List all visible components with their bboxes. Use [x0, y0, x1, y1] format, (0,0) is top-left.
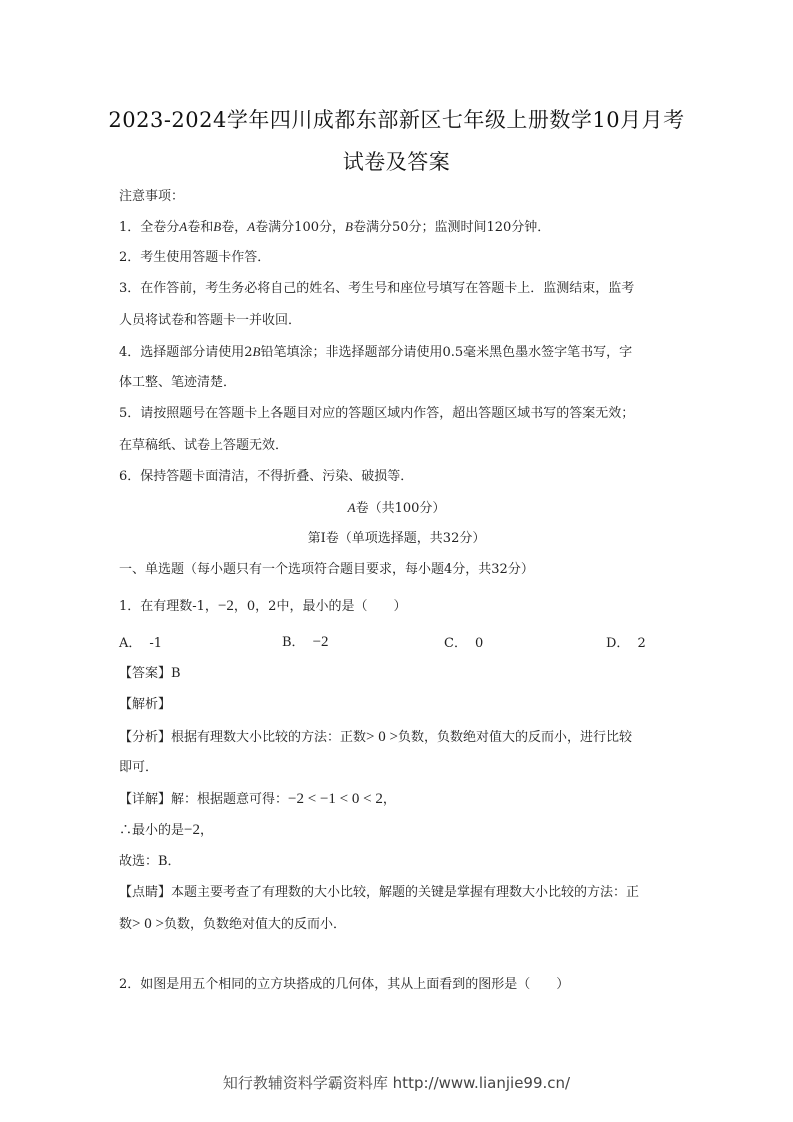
q1-option-c	[444, 635, 483, 653]
option-label: C．	[444, 636, 467, 651]
q1-dianjing-line1	[119, 884, 675, 902]
therefore-text: ∴最小的是	[119, 823, 185, 838]
section-a-text: 卷（共100分）	[355, 501, 446, 516]
note-2: 2．考生使用答题卡作答．	[119, 250, 271, 265]
q1-option-b	[282, 633, 329, 652]
note-1-var: A	[179, 219, 188, 234]
question-type-heading: 一、单选题（每小题只有一个选项符合题目要求，每小题4分，共32分）	[119, 562, 534, 577]
q1-option-d	[606, 635, 646, 653]
option-label: D．	[606, 636, 630, 651]
note-1-text: 卷和	[187, 220, 214, 235]
q1-fenxi-line1	[119, 728, 675, 747]
option-label: A．	[119, 636, 142, 651]
q1-option-a	[119, 635, 162, 653]
option-label: B．	[282, 635, 305, 650]
option-value: −2	[312, 634, 329, 650]
dianjing-text: 负数，负数绝对值大的反而小．	[163, 917, 346, 932]
question-2-stem: 2．如图是用五个相同的立方块搭成的几何体，其从上面看到的图形是（ ）	[119, 977, 570, 992]
dianjing-math: > 0 >	[132, 916, 164, 932]
therefore-text: ，	[199, 823, 213, 838]
xiangjie-text: ，	[382, 792, 396, 807]
xiangjie-text: 解：根据题意可得：	[171, 792, 289, 807]
note-1-text: 卷满分50分；监测时间120分钟．	[352, 220, 551, 235]
note-1-var: A	[247, 219, 256, 234]
q1-analysis-heading: 【解析】	[119, 697, 172, 712]
document-title-line1: 2023-2024学年四川成都东部新区七年级上册数学10月月考	[108, 108, 685, 132]
footer-watermark: 知行教辅资料学霸资料库 http://www.lianjie99.cn/	[222, 1074, 571, 1092]
q1-dianjing-line2	[119, 915, 675, 934]
note-6: 6．保持答题卡面清洁，不得折叠、污染、破损等．	[119, 469, 414, 484]
therefore-math: −2	[184, 822, 200, 838]
section-a-heading	[0, 499, 793, 518]
fenxi-tag: 【分析】	[119, 730, 172, 745]
xiangjie-math: −2 < −1 < 0 < 2	[288, 791, 383, 807]
part-1-heading: 第Ⅰ卷（单项选择题，共32分）	[307, 531, 486, 546]
note-1	[119, 218, 675, 237]
note-4-line2: 体工整、笔迹清楚．	[119, 375, 237, 390]
fenxi-text: 根据有理数大小比较的方法：正数	[171, 730, 367, 745]
note-1-text: 卷满分100分，	[255, 220, 345, 235]
fenxi-text: 负数，负数绝对值大的反而小，进行比较	[397, 730, 632, 745]
dianjing-text: 本题主要考查了有理数的大小比较，解题的关键是掌握有理数大小比较的方法：正	[171, 885, 640, 900]
note-3-line1: 3．在作答前，考生务必将自己的姓名、考生号和座位号填写在答题卡上．监测结束，监考	[119, 281, 635, 296]
note-4-var: B	[252, 344, 261, 359]
q1-answer: 【答案】B	[119, 666, 181, 681]
note-1-text: 1．全卷分	[119, 220, 180, 235]
q1-choose: 故选：B．	[119, 854, 181, 869]
question-1-stem	[119, 597, 675, 616]
note-4-text: 4．选择题部分请使用2	[119, 345, 253, 360]
note-4-text: 铅笔填涂；非选择题部分请使用0.5毫米黑色墨水签字笔书写，字	[260, 345, 633, 360]
note-4-line1	[119, 343, 675, 362]
q1-stem-text: 1．在有理数-1，	[119, 599, 218, 614]
notes-heading: 注意事项：	[119, 189, 185, 204]
xiangjie-tag: 【详解】	[119, 792, 172, 807]
note-1-text: 卷，	[221, 220, 248, 235]
note-5-line1: 5．请按照题号在答题卡上各题目对应的答题区域内作答，超出答题区域书写的答案无效；	[119, 406, 635, 421]
q1-stem-math: −2	[217, 598, 234, 614]
option-value: -1	[149, 636, 163, 651]
fenxi-math: > 0 >	[366, 729, 398, 745]
q1-stem-text: ，0，2中，最小的是（ ）	[233, 599, 407, 614]
option-value: 2	[637, 636, 646, 651]
q1-xiangjie	[119, 790, 675, 809]
document-title-line2: 试卷及答案	[342, 150, 451, 174]
q1-fenxi-line2: 即可．	[119, 760, 159, 775]
note-3-line2: 人员将试卷和答题卡一并收回．	[119, 313, 302, 328]
section-a-letter: A	[347, 500, 356, 515]
note-1-var: B	[345, 219, 353, 234]
option-value: 0	[474, 636, 484, 651]
note-1-var: B	[213, 219, 222, 234]
q1-therefore	[119, 821, 675, 840]
dianjing-text: 数	[119, 917, 133, 932]
dianjing-tag: 【点睛】	[119, 885, 172, 900]
note-5-line2: 在草稿纸、试卷上答题无效．	[119, 438, 289, 453]
